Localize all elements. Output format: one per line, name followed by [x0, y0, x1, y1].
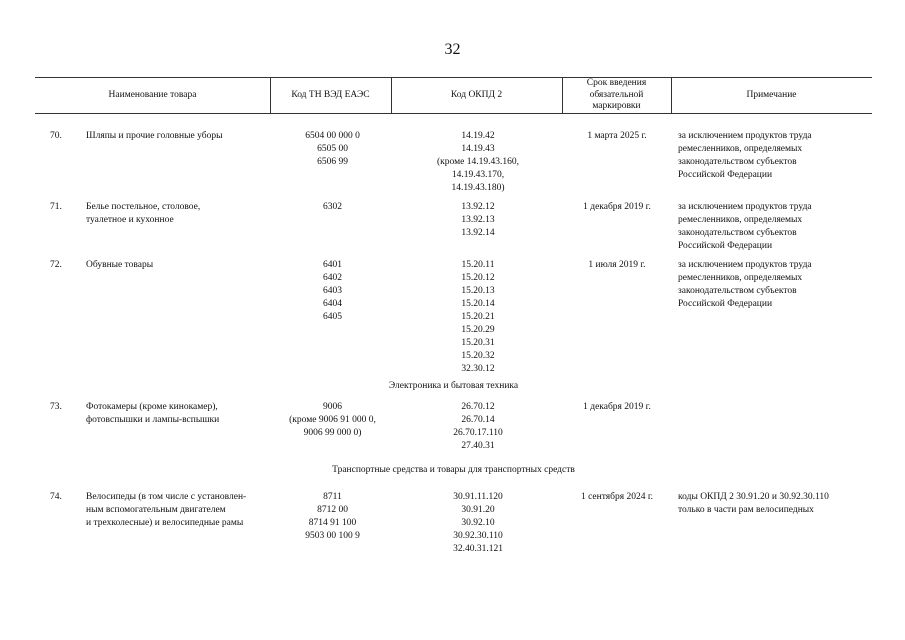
page-number: 32 [444, 41, 461, 58]
okpd-codes: 30.91.11.120 30.91.20 30.92.10 30.92.30.110 32.40.31.121 [453, 492, 503, 554]
row-number: 70. [50, 131, 62, 141]
product-name: Шляпы и прочие головные уборы [86, 131, 223, 141]
row-number: 73. [50, 402, 62, 412]
tn-ved-codes: 8711 8712 00 8714 91 100 9503 00 100 9 [305, 492, 360, 541]
header-okpd: Код ОКПД 2 [450, 89, 503, 100]
tn-ved-codes: 6302 [323, 202, 342, 212]
note: за исключением продуктов труда ремесленников, определяемых законодательством субъектов Российской Федерации [678, 260, 812, 309]
product-name: Обувные товары [86, 260, 154, 270]
header-marking-date: Срок введения обязательной маркировки [586, 78, 647, 112]
marking-date: 1 декабря 2019 г. [583, 202, 651, 212]
tn-ved-codes: 9006 (кроме 9006 91 000 0, 9006 99 000 0) [289, 402, 376, 438]
section-heading: Электроника и бытовая техника [388, 381, 519, 391]
tn-ved-codes: 6401 6402 6403 6404 6405 [323, 260, 342, 322]
okpd-codes: 13.92.12 13.92.13 13.92.14 [461, 202, 495, 238]
header-note: Примечание [746, 89, 797, 100]
row-number: 74. [50, 492, 62, 502]
okpd-codes: 26.70.12 26.70.14 26.70.17.110 27.40.31 [453, 402, 503, 451]
header-name: Наименование товара [108, 89, 197, 100]
row-number: 71. [50, 202, 62, 212]
marking-date: 1 декабря 2019 г. [583, 402, 651, 412]
note: коды ОКПД 2 30.91.20 и 30.92.30.110 только в части рам велосипедных [678, 492, 829, 515]
marking-date: 1 июля 2019 г. [588, 260, 646, 270]
okpd-codes: 15.20.11 15.20.12 15.20.13 15.20.14 15.20.21 15.20.29 15.20.31 15.20.32 32.30.12 [461, 260, 495, 374]
okpd-codes: 14.19.42 14.19.43 (кроме 14.19.43.160, 14.19.43.170, 14.19.43.180) [437, 131, 519, 193]
section-heading: Транспортные средства и товары для транспортных средств [332, 465, 575, 475]
tn-ved-codes: 6504 00 000 0 6505 00 6506 99 [305, 131, 360, 167]
marking-date: 1 сентября 2024 г. [580, 492, 654, 502]
row-number: 72. [50, 260, 62, 270]
product-name: Белье постельное, столовое, туалетное и кухонное [86, 202, 201, 225]
marking-date: 1 марта 2025 г. [587, 131, 647, 141]
note: за исключением продуктов труда ремесленников, определяемых законодательством субъектов Российской Федерации [678, 131, 812, 180]
header-tn-ved: Код ТН ВЭД ЕАЭС [291, 89, 370, 100]
note: за исключением продуктов труда ремесленников, определяемых законодательством субъектов Российской Федерации [678, 202, 812, 251]
product-name: Велосипеды (в том числе с установлен- ным вспомогательным двигателем и трехколесные) и велосипедные рамы [86, 492, 247, 528]
product-name: Фотокамеры (кроме кинокамер), фотовспышки и лампы-вспышки [86, 402, 220, 425]
